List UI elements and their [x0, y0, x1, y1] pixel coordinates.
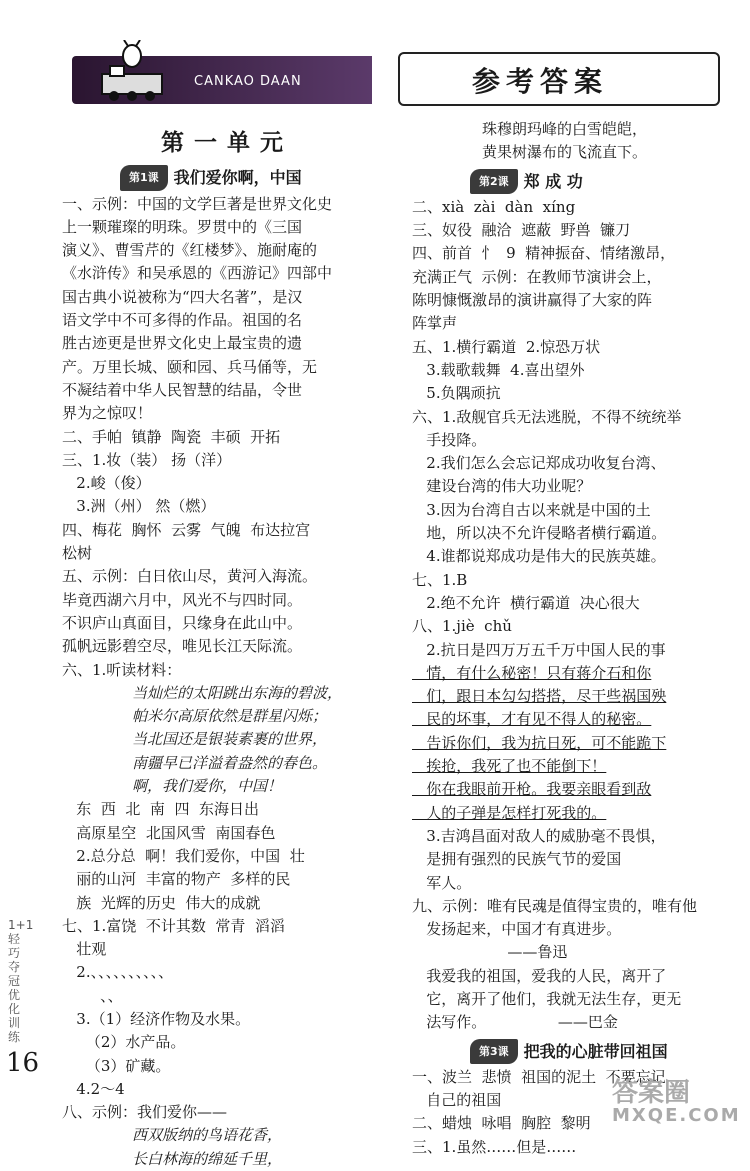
text-line: 西双版纳的鸟语花香， — [132, 1126, 283, 1145]
text-line: 不凝结着中华人民智慧的结晶，令世 — [62, 380, 303, 399]
text-line: 一、示例：中国的文学巨著是世界文化史 — [62, 194, 333, 213]
text-line: 界为之惊叹！ — [62, 404, 153, 423]
text-line: 二、xià zài dàn xíng — [412, 197, 576, 216]
lesson-badge: 第3课 — [470, 1039, 518, 1064]
poem-block — [62, 682, 392, 798]
train-mascot-icon — [92, 40, 182, 102]
text-line: 2.、、、、、、、、、、 — [62, 963, 174, 982]
text-line: 三、奴役 融洽 遮蔽 野兽 镰刀 — [412, 221, 631, 240]
text-line: 2.绝不允许 横行霸道 决心很大 — [412, 593, 640, 612]
page-header — [72, 38, 722, 110]
text-line: 4.2～4 — [62, 1079, 125, 1098]
text-line: 、、 — [62, 986, 123, 1005]
text-line: （2）水产品。 — [62, 1033, 186, 1052]
text-line: 语文学中不可多得的作品。祖国的名 — [62, 311, 303, 330]
lesson-2-heading — [470, 169, 724, 194]
text-line: 三、1.虽然……但是…… — [412, 1137, 577, 1156]
lesson-badge: 第1课 — [120, 165, 168, 190]
poem-block-2 — [62, 1124, 392, 1171]
text-line: 不识庐山真面目，只缘身在此山中。 — [62, 613, 303, 632]
text-line: 胜古迹更是世界文化史上最宝贵的遗 — [62, 334, 303, 353]
text-line: 九、示例：唯有民魂是值得宝贵的，唯有他 — [412, 896, 698, 915]
text-line: 族 光辉的历史 伟大的成就 — [62, 893, 261, 912]
text-line: 手投降。 — [412, 430, 487, 449]
lesson-title: 我们爱你啊，中国 — [173, 168, 302, 188]
text-line: 六、1.敌舰官兵无法逃脱，不得不统统举 — [412, 407, 682, 426]
text-line: 3.洲（州） 然（燃） — [62, 497, 216, 516]
right-answers — [412, 196, 724, 1035]
text-line: 三、1.妆（装） 扬（洋） — [62, 450, 232, 469]
text-line: 八、示例：我们爱你—— — [62, 1103, 228, 1122]
text-line: 五、1.横行霸道 2.惊恐万状 — [412, 337, 601, 356]
text-line: 壮观 — [62, 940, 107, 959]
text-line: 《水浒传》和吴承恩的《西游记》四部中 — [62, 264, 333, 283]
text-line: 发扬起来，中国才有真进步。 — [412, 920, 622, 939]
text-line: 松树 — [62, 544, 93, 563]
lesson-title: 郑 成 功 — [523, 171, 583, 191]
text-line: 五、示例：白日依山尽，黄河入海流。 — [62, 567, 318, 586]
text-line: 一、波兰 悲愤 祖国的泥土 不要忘记 — [412, 1067, 666, 1086]
text-line: 挨抢，我死了也不能倒下！ — [412, 757, 607, 776]
text-line: 3.吉鸿昌面对敌人的威胁毫不畏惧， — [412, 826, 666, 845]
text-line: 珠穆朗玛峰的白雪皑皑， — [482, 120, 648, 138]
watermark-bottom: MXQE.COM — [612, 1105, 741, 1126]
text-line: 产。万里长城、颐和园、兵马俑等，无 — [62, 357, 318, 376]
text-line: 东 西 北 南 四 东海日出 — [62, 800, 259, 819]
text-line: 5.负隅顽抗 — [412, 384, 501, 403]
right-column — [412, 118, 724, 1159]
text-line: 2.我们怎么会忘记郑成功收复台湾、 — [412, 454, 666, 473]
text-line: 是拥有强烈的民族气节的爱国 — [412, 850, 622, 869]
text-line: 军人。 — [412, 873, 472, 892]
text-line: 当北国还是银装素裹的世界， — [132, 730, 328, 749]
text-line: 人的子弹是怎样打死我的。 — [412, 803, 607, 822]
text-line: 你在我眼前开枪。我要亲眼看到敌 — [412, 780, 652, 799]
text-line: 南疆早已洋溢着盎然的春色。 — [132, 753, 328, 772]
text-line: 法写作。 ——巴金 — [412, 1013, 618, 1032]
text-line: 二、蜡烛 咏唱 胸腔 黎明 — [412, 1114, 591, 1133]
text-line: 3.（1）经济作物及水果。 — [62, 1009, 251, 1028]
text-line: 情，有什么秘密！只有蒋介石和你 — [412, 663, 652, 682]
text-line: 我爱我的祖国，爱我的人民，离开了 — [412, 966, 667, 985]
text-line: 充满正气 示例：在教师节演讲会上， — [412, 267, 662, 286]
text-line: 建设台湾的伟大功业呢？ — [412, 477, 592, 496]
text-line: ——鲁迅 — [412, 943, 568, 962]
header-answer-box — [398, 52, 720, 106]
left-answers-2 — [62, 798, 392, 1124]
text-line: 国古典小说被称为“四大名著”，是汉 — [62, 287, 303, 306]
text-line: 民的坏事，才有见不得人的秘密。 — [412, 710, 652, 729]
text-line: （3）矿藏。 — [62, 1056, 171, 1075]
unit-title: 第一单元 — [161, 130, 293, 156]
header-english-title: CANKAO DAAN — [194, 74, 302, 89]
right-top-poem — [412, 118, 724, 165]
left-column — [62, 118, 392, 1171]
text-line: 毕竟西湖六月中，风光不与四时同。 — [62, 590, 303, 609]
text-line: 高原星空 北国风雪 南国春色 — [62, 823, 276, 842]
text-line: 六、1.听读材料： — [62, 660, 182, 679]
text-line: 们，跟日本勾勾搭搭，尽干些祸国殃 — [412, 687, 667, 706]
text-line: 3.因为台湾自古以来就是中国的土 — [412, 500, 651, 519]
text-line: 3.载歌载舞 4.喜出望外 — [412, 360, 585, 379]
text-line: 演义》、曹雪芹的《红楼梦》、施耐庵的 — [62, 241, 318, 260]
text-line: 丽的山河 丰富的物产 多样的民 — [62, 870, 291, 889]
page-number: 16 — [6, 1048, 40, 1078]
text-line: 七、1.B — [412, 570, 468, 589]
text-line: 自己的祖国 — [412, 1091, 502, 1110]
text-line: 帕米尔高原依然是群星闪烁； — [132, 707, 328, 726]
text-line: 阵掌声 — [412, 314, 458, 333]
left-answers — [62, 193, 392, 682]
text-line: 2.抗日是四万万五千万中国人民的事 — [412, 640, 666, 659]
text-line: 地，所以决不允许侵略者横行霸道。 — [412, 524, 667, 543]
text-line: 上一颗璀璨的明珠。罗贯中的《三国 — [62, 217, 303, 236]
text-line: 当灿烂的太阳跳出东海的碧波， — [132, 683, 343, 702]
text-line: 2.峻（俊） — [62, 474, 151, 493]
text-line: 长白林海的绵延千里， — [132, 1149, 283, 1168]
lesson-1-heading — [120, 165, 392, 190]
lesson-badge: 第2课 — [470, 169, 518, 194]
text-line: 啊，我们爱你，中国！ — [132, 777, 283, 796]
side-series-label: 1+1轻巧夺冠优化训练 — [8, 918, 34, 1044]
text-line: 二、手帕 镇静 陶瓷 丰硕 开拓 — [62, 427, 281, 446]
text-line: 七、1.富饶 不计其数 常青 滔滔 — [62, 916, 285, 935]
text-line: 它，离开了他们，我就无法生存，更无 — [412, 989, 682, 1008]
watermark-top: 答案圈 — [612, 1078, 691, 1108]
text-line: 四、梅花 胸怀 云雾 气魄 布达拉宫 — [62, 520, 311, 539]
watermark — [612, 1072, 742, 1126]
text-line: 孤帆远影碧空尽，唯见长江天际流。 — [62, 637, 303, 656]
lesson-3-heading — [470, 1039, 724, 1064]
header-chinese-title: 参考答案 — [472, 65, 609, 98]
text-line: 陈明慷慨激昂的演讲赢得了大家的阵 — [412, 291, 653, 310]
text-line: 四、前首 忄 9 精神振奋、情绪激昂， — [412, 244, 676, 263]
text-line: 告诉你们，我为抗日死，可不能跪下 — [412, 733, 667, 752]
lesson-title: 把我的心脏带回祖国 — [523, 1041, 668, 1061]
text-line: 黄果树瀑布的飞流直下。 — [482, 143, 648, 162]
text-line: 八、1.jiè chǔ — [412, 617, 512, 636]
text-line: 2.总分总 啊！我们爱你，中国 壮 — [62, 846, 305, 865]
text-line: 4.谁都说郑成功是伟大的民族英雄。 — [412, 547, 666, 566]
